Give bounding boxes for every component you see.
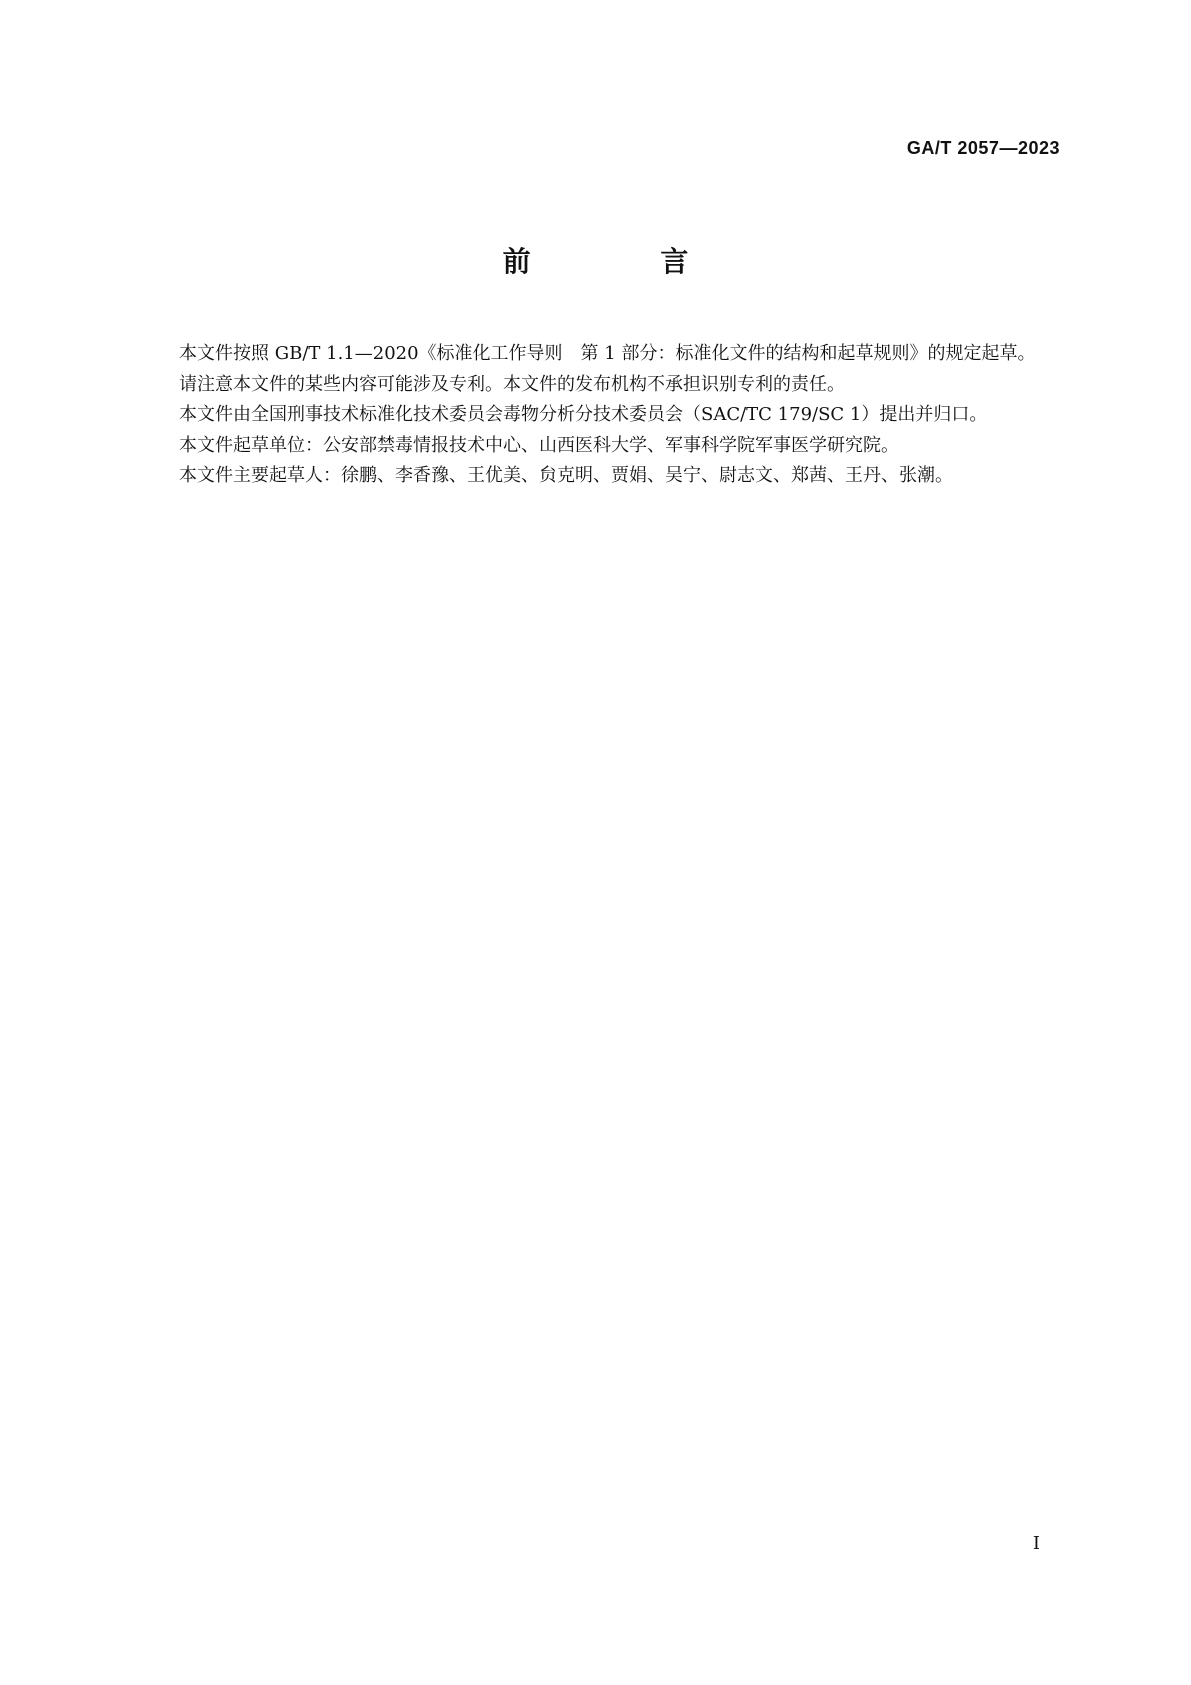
page-number: I [1032,1533,1040,1554]
paragraph-drafting-rules: 本文件按照 GB/T 1.1—2020《标准化工作导则 第 1 部分：标准化文件的结构和起草规则》的规定起草。 [179,343,1036,364]
standard-number: GA/T 2057—2023 [906,138,1060,158]
paragraph-drafting-units: 本文件起草单位：公安部禁毒情报技术中心、山西医科大学、军事科学院军事医学研究院。 [179,434,899,456]
paragraph-patent-notice: 请注意本文件的某些内容可能涉及专利。本文件的发布机构不承担识别专利的责任。 [179,373,845,395]
paragraph-proposed-by: 本文件由全国刑事技术标准化技术委员会毒物分析分技术委员会（SAC/TC 179/SC 1）提出并归口。 [179,404,988,426]
paragraph-drafters: 本文件主要起草人：徐鹏、李香豫、王优美、贠克明、贾娟、吴宁、尉志文、郑茜、王丹、张潮。 [179,465,953,487]
page-title: 前 言 [502,245,749,278]
foreword-body [143,339,1060,492]
